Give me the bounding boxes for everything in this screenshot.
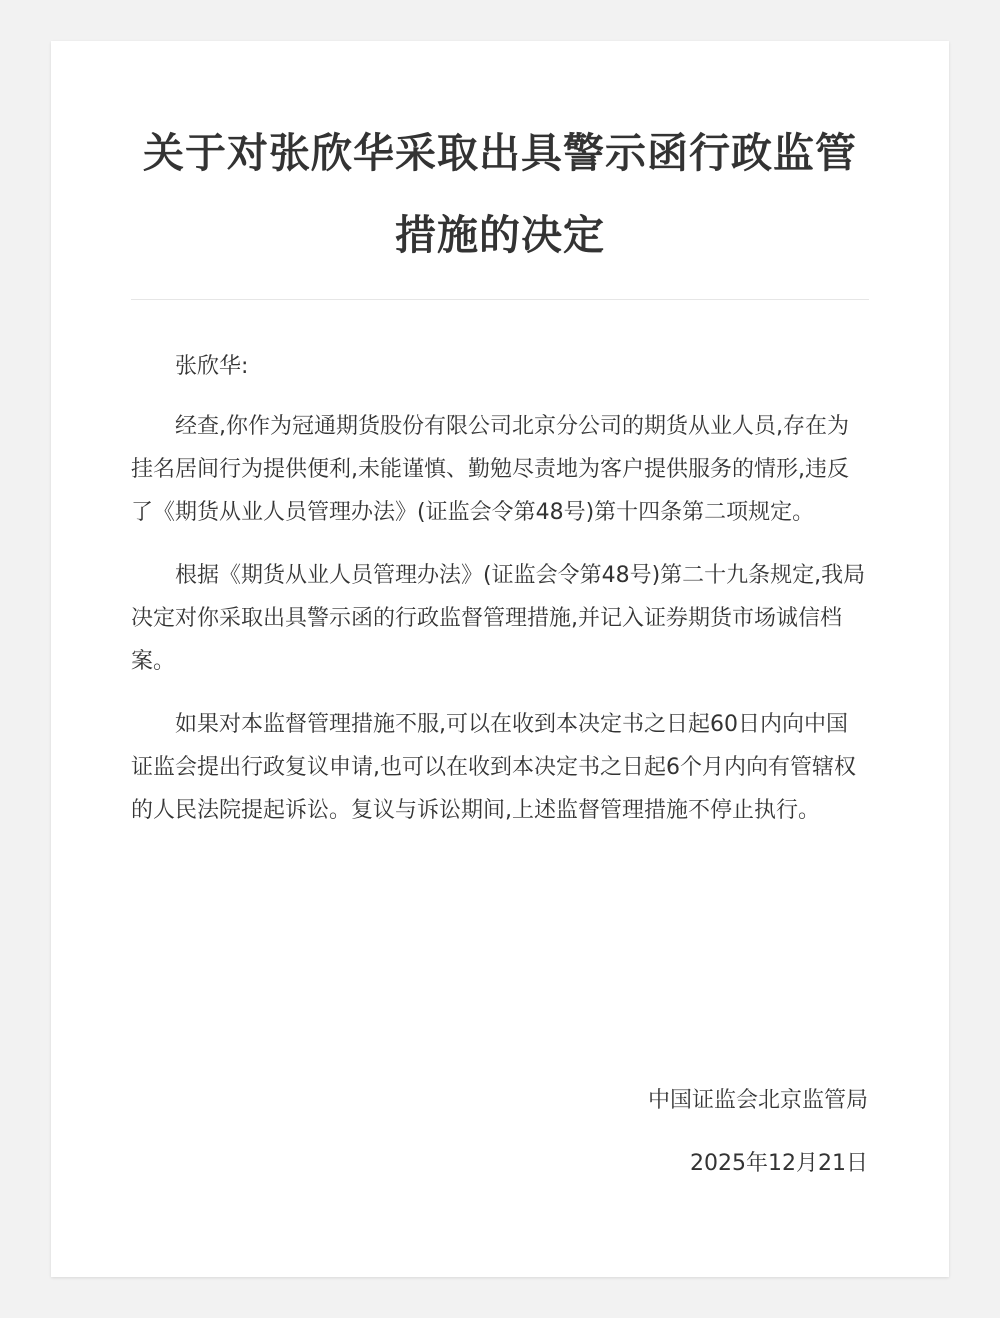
issuer-name: 中国证监会北京监管局 (647, 1088, 868, 1113)
document-page (51, 41, 949, 1277)
salutation: 张欣华: (175, 354, 249, 379)
paragraph-findings: 经查,你作为冠通期货股份有限公司北京分公司的期货从业人员,存在为挂名居间行为提供便利,未能谨慎、勤勉尽责地为客户提供服务的情形,违反了《期货从业人员管理办法》(证监会令第48号)第十四条第二项规定。 (131, 414, 849, 525)
title-divider (131, 299, 869, 300)
issue-date: 2025年12月21日 (690, 1151, 868, 1176)
signature-block (648, 1081, 868, 1184)
paragraph-appeal-rights: 如果对本监督管理措施不服,可以在收到本决定书之日起60日内向中国证监会提出行政复议申请,也可以在收到本决定书之日起6个月内向有管辖权的人民法院提起诉讼。复议与诉讼期间,上述监督管理措施不停止执行。 (131, 712, 856, 823)
document-body (131, 345, 869, 832)
document-title: 关于对张欣华采取出具警示函行政监管措施的决定 (143, 129, 857, 259)
paragraph-decision: 根据《期货从业人员管理办法》(证监会令第48号)第二十九条规定,我局决定对你采取出具警示函的行政监督管理措施,并记入证券期货市场诚信档案。 (131, 563, 866, 674)
